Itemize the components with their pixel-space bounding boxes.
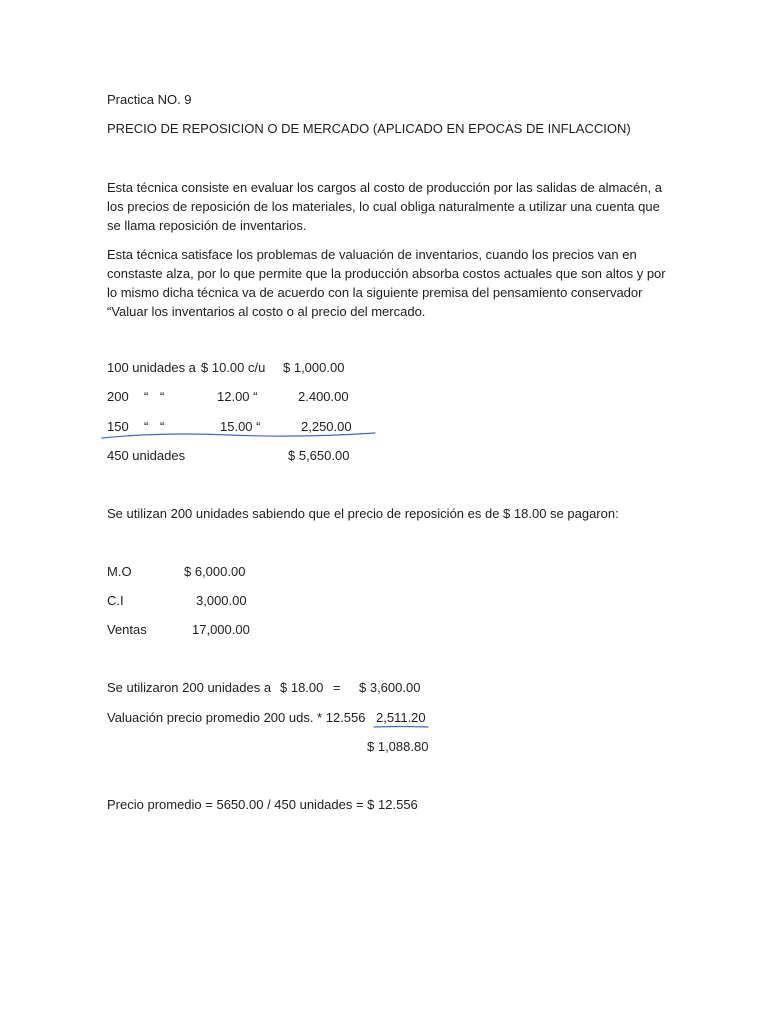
calc-result: $ 1,088.80 [367, 739, 429, 754]
summary-label: 450 unidades [107, 448, 186, 463]
calc-line-1-total: $ 3,600.00 [359, 680, 421, 695]
handwritten-underline-2 [372, 724, 432, 730]
calc-line-1-equals: = [333, 680, 341, 695]
calc-line-1-price: $ 18.00 [280, 680, 324, 695]
row-3-ditto-2: “ [160, 419, 165, 434]
row-2-ditto-2: “ [160, 389, 165, 404]
paragraph-1: Esta técnica consiste en evaluar los cargos al costo de producción por las salidas de almacén, a los precios de reposición de los materiales, lo cual obliga naturalmente a utilizar una cuenta que se llama reposición de inventarios. [107, 180, 662, 233]
document-title: PRECIO DE REPOSICION O DE MERCADO (APLICADO EN EPOCAS DE INFLACCION) [107, 121, 631, 136]
average-price-formula: Precio promedio = 5650.00 / 450 unidades = $ 12.556 [107, 797, 418, 812]
payment-value-mo: $ 6,000.00 [184, 564, 246, 579]
row-3-total: 2,250.00 [301, 419, 352, 434]
row-3-ditto-1: “ [144, 419, 149, 434]
row-3-price: 15.00 “ [220, 419, 261, 434]
row-2-qty: 200 [107, 389, 129, 404]
handwritten-underline [100, 428, 380, 442]
row-3-qty: 150 [107, 419, 129, 434]
payment-label-ventas: Ventas [107, 622, 147, 637]
row-2-price: 12.00 “ [217, 389, 258, 404]
calc-line-1-label: Se utilizaron 200 unidades a [107, 680, 272, 695]
paragraph-2: Esta técnica satisface los problemas de valuación de inventarios, cuando los precios van en constaste alza, por lo que permite que la producción absorba costos actuales que son altos y por lo mismo dicha técnica va de acuerdo con la siguiente premisa del pensamiento conservador “Valuar los inventarios al costo o al precio del mercado. [107, 247, 666, 319]
calc-line-2-total: 2,511.20 [376, 710, 426, 725]
practice-label: Practica NO. 9 [107, 92, 192, 107]
summary-total: $ 5,650.00 [288, 448, 350, 463]
row-1-total: $ 1,000.00 [283, 360, 345, 375]
row-2-ditto-1: “ [144, 389, 149, 404]
usage-statement: Se utilizan 200 unidades sabiendo que el precio de reposición es de $ 18.00 se pagaron: [107, 506, 619, 521]
row-1-price: $ 10.00 c/u [201, 360, 266, 375]
payment-value-ventas: 17,000.00 [192, 622, 250, 637]
calc-line-2-label: Valuación precio promedio 200 uds. * 12.556 [107, 710, 366, 725]
row-1-qty: 100 unidades a [107, 360, 196, 375]
row-2-total: 2.400.00 [298, 389, 349, 404]
payment-label-mo: M.O [107, 564, 132, 579]
payment-value-ci: 3,000.00 [196, 593, 247, 608]
payment-label-ci: C.I [107, 593, 124, 608]
